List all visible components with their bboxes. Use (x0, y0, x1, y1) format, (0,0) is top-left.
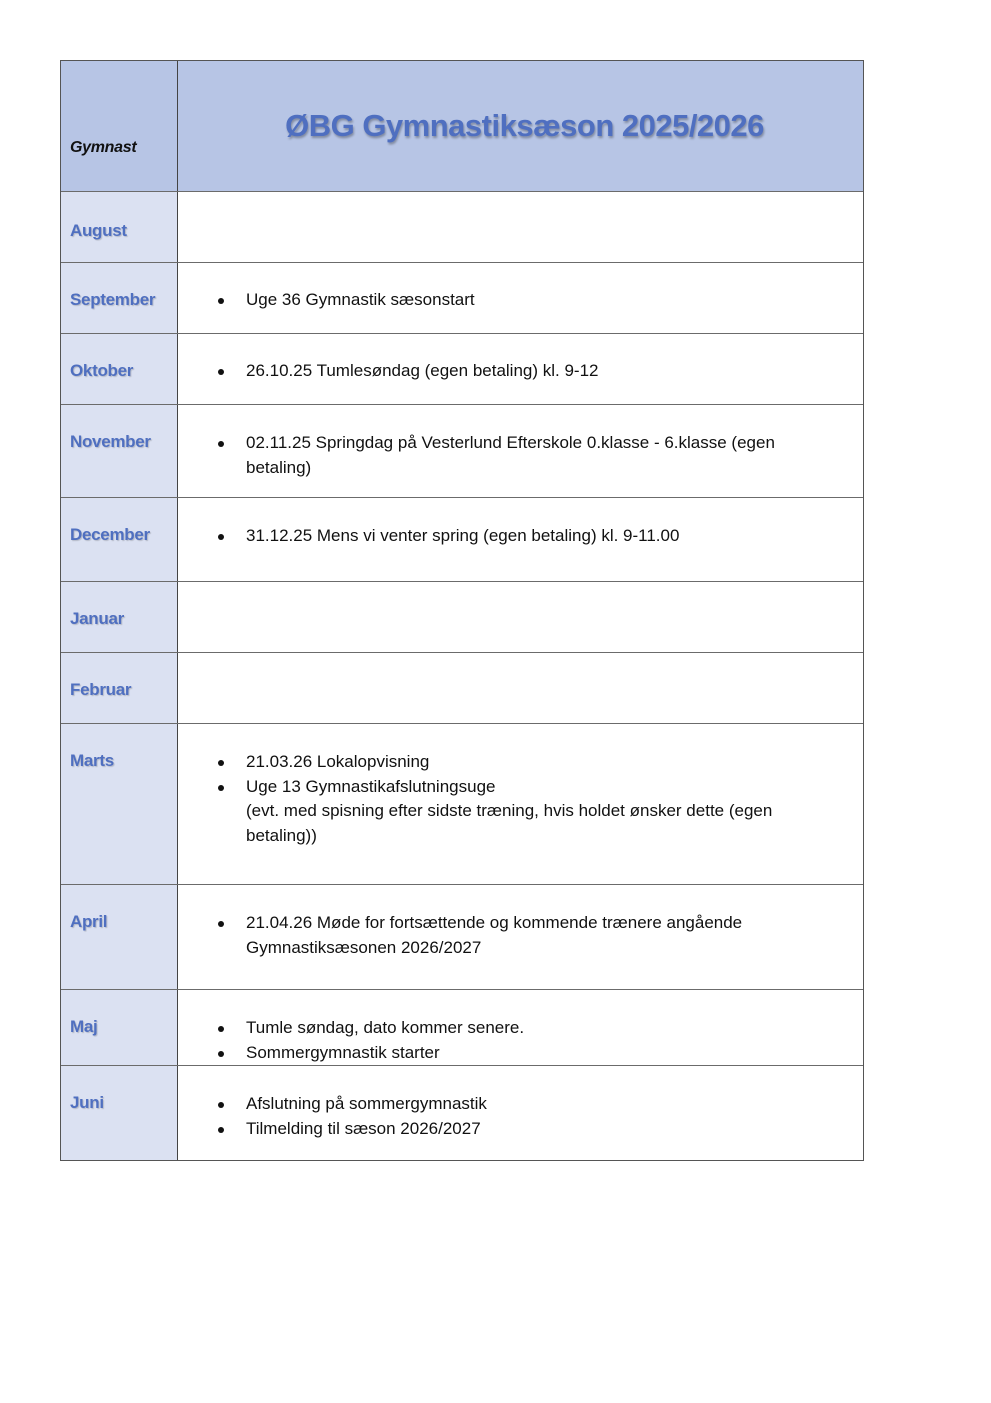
season-table (60, 60, 864, 1161)
month-row-august (61, 191, 863, 262)
month-row-januar (61, 581, 863, 652)
month-label: December (61, 498, 178, 581)
month-row-december (61, 497, 863, 581)
event-item: 26.10.25 Tumlesøndag (egen betaling) kl. 9-12 (246, 359, 833, 384)
event-item: Tilmelding til sæson 2026/2027 (246, 1117, 833, 1142)
month-events (178, 582, 863, 652)
month-label: April (61, 885, 178, 989)
month-events (178, 1066, 863, 1160)
month-label: November (61, 405, 178, 497)
month-row-september (61, 262, 863, 333)
month-label: Maj (61, 990, 178, 1065)
event-item: 21.04.26 Møde for fortsættende og kommende trænere angående Gymnastiksæsonen 2026/2027 (246, 911, 833, 960)
event-item: 02.11.25 Springdag på Vesterlund Efterskole 0.klasse - 6.klasse (egen betaling) (246, 431, 833, 480)
month-events (178, 498, 863, 581)
month-row-april (61, 884, 863, 989)
month-label: Marts (61, 724, 178, 884)
event-item-text: Uge 13 Gymnastikafslutningsuge (246, 776, 496, 796)
page-title: ØBG Gymnastiksæson 2025/2026 (285, 108, 764, 143)
event-item: Tumle søndag, dato kommer senere. (246, 1016, 833, 1041)
month-events (178, 724, 863, 884)
event-note: (evt. med spisning efter sidste træning, hvis holdet ønsker dette (egen betaling)) (246, 801, 773, 845)
month-row-marts (61, 723, 863, 884)
event-item: Afslutning på sommergymnastik (246, 1092, 833, 1117)
month-events (178, 334, 863, 404)
month-row-november (61, 404, 863, 497)
month-events (178, 405, 863, 497)
event-item (246, 775, 833, 849)
header-title-cell (178, 61, 863, 191)
column-label-gymnast: Gymnast (61, 61, 178, 191)
event-item: Sommergymnastik starter (246, 1041, 833, 1066)
month-label: August (61, 192, 178, 262)
month-label: September (61, 263, 178, 333)
month-events (178, 990, 863, 1065)
month-row-oktober (61, 333, 863, 404)
month-row-maj (61, 989, 863, 1065)
month-events (178, 653, 863, 723)
event-item: Uge 36 Gymnastik sæsonstart (246, 288, 833, 313)
month-label: Oktober (61, 334, 178, 404)
month-events (178, 263, 863, 333)
month-label: Februar (61, 653, 178, 723)
table-header-row (61, 61, 863, 191)
event-item: 31.12.25 Mens vi venter spring (egen betaling) kl. 9-11.00 (246, 524, 833, 549)
month-events (178, 885, 863, 989)
month-events (178, 192, 863, 262)
month-label: Januar (61, 582, 178, 652)
event-item: 21.03.26 Lokalopvisning (246, 750, 833, 775)
month-row-juni (61, 1065, 863, 1160)
month-row-februar (61, 652, 863, 723)
month-label: Juni (61, 1066, 178, 1160)
